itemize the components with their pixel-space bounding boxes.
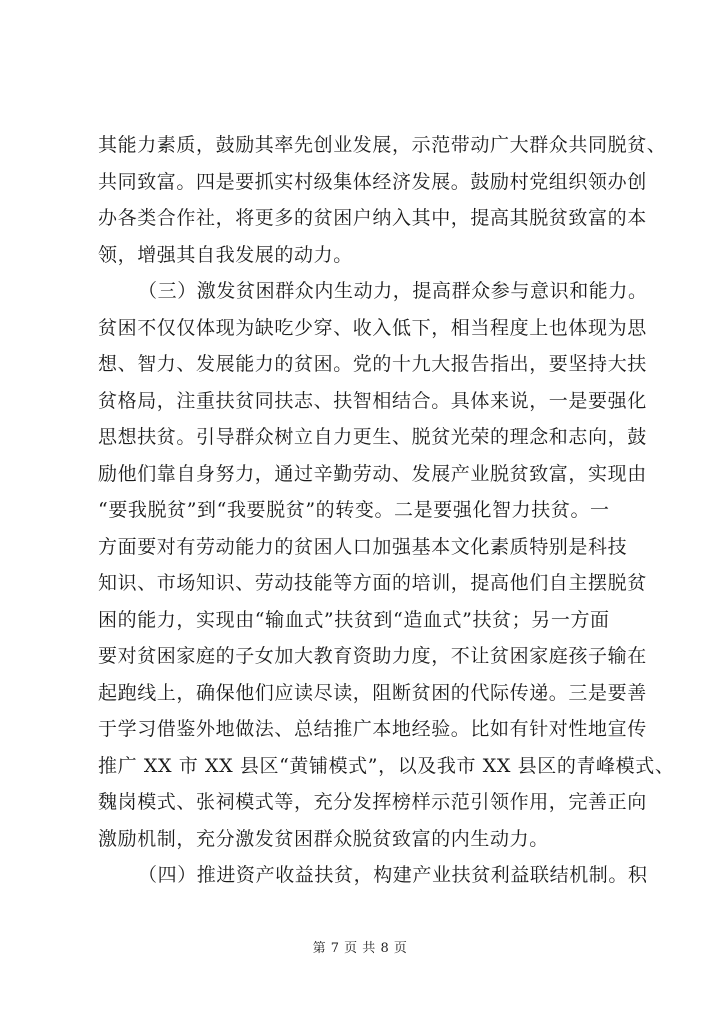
text-line: 想、智力、发展能力的贫困。党的十九大报告指出，要坚持大扶 (98, 353, 647, 375)
text-line: 思想扶贫。引导群众树立自力更生、脱贫光荣的理念和志向，鼓 (98, 426, 647, 448)
text-line: 魏岗模式、张祠模式等，充分发挥榜样示范引领作用，完善正向 (98, 791, 647, 813)
text-line: 方面要对有劳动能力的贫困人口加强基本文化素质特别是科技 (98, 535, 628, 558)
section-heading-4: （四）推进资产收益扶贫，构建产业扶贫利益联结机制。积 (138, 864, 648, 886)
text-line: 贫格局，注重扶贫同扶志、扶智相结合。具体来说，一是要强化 (98, 389, 647, 412)
text-line: 推广 XX 市 XX 县区“黄铺模式”，以及我市 XX 县区的青峰模式、 (98, 754, 675, 777)
text-line: 知识、市场知识、劳动技能等方面的培训，提高他们自主摆脱贫 (98, 572, 647, 594)
text-line: 激励机制，充分激发贫困群众脱贫致富的内生动力。 (98, 827, 549, 850)
text-line: 于学习借鉴外地做法、总结推广本地经验。比如有针对性地宣传 (98, 718, 647, 740)
text-line: 共同致富。四是要抓实村级集体经济发展。鼓励村党组织领办创 (98, 170, 647, 193)
section-heading-3: （三）激发贫困群众内生动力，提高群众参与意识和能力。 (138, 280, 648, 302)
text-line: 起跑线上，确保他们应读尽读，阻断贫困的代际传递。三是要善 (98, 681, 647, 704)
body-text (98, 127, 675, 894)
text-line: 其能力素质，鼓励其率先创业发展，示范带动广大群众共同脱贫、 (98, 134, 667, 156)
page-footer (0, 937, 720, 956)
text-line: 办各类合作社，将更多的贫困户纳入其中，提高其脱贫致富的本 (98, 207, 647, 229)
text-line: 要对贫困家庭的子女加大教育资助力度，不让贫困家庭孩子输在 (98, 645, 647, 667)
text-line: 领，增强其自我发展的动力。 (98, 243, 353, 266)
text-line: “要我脱贫”到“我要脱贫”的转变。二是要强化智力扶贫。一 (98, 499, 610, 521)
page-number: 第 7 页 共 8 页 (312, 941, 408, 956)
text-line: 困的能力，实现由“输血式”扶贫到“造血式”扶贫；另一方面 (98, 608, 610, 631)
text-line: 励他们靠自身努力，通过辛勤劳动、发展产业脱贫致富，实现由 (98, 462, 647, 485)
text-line: 贫困不仅仅体现为缺吃少穿、收入低下，相当程度上也体现为思 (98, 316, 647, 339)
